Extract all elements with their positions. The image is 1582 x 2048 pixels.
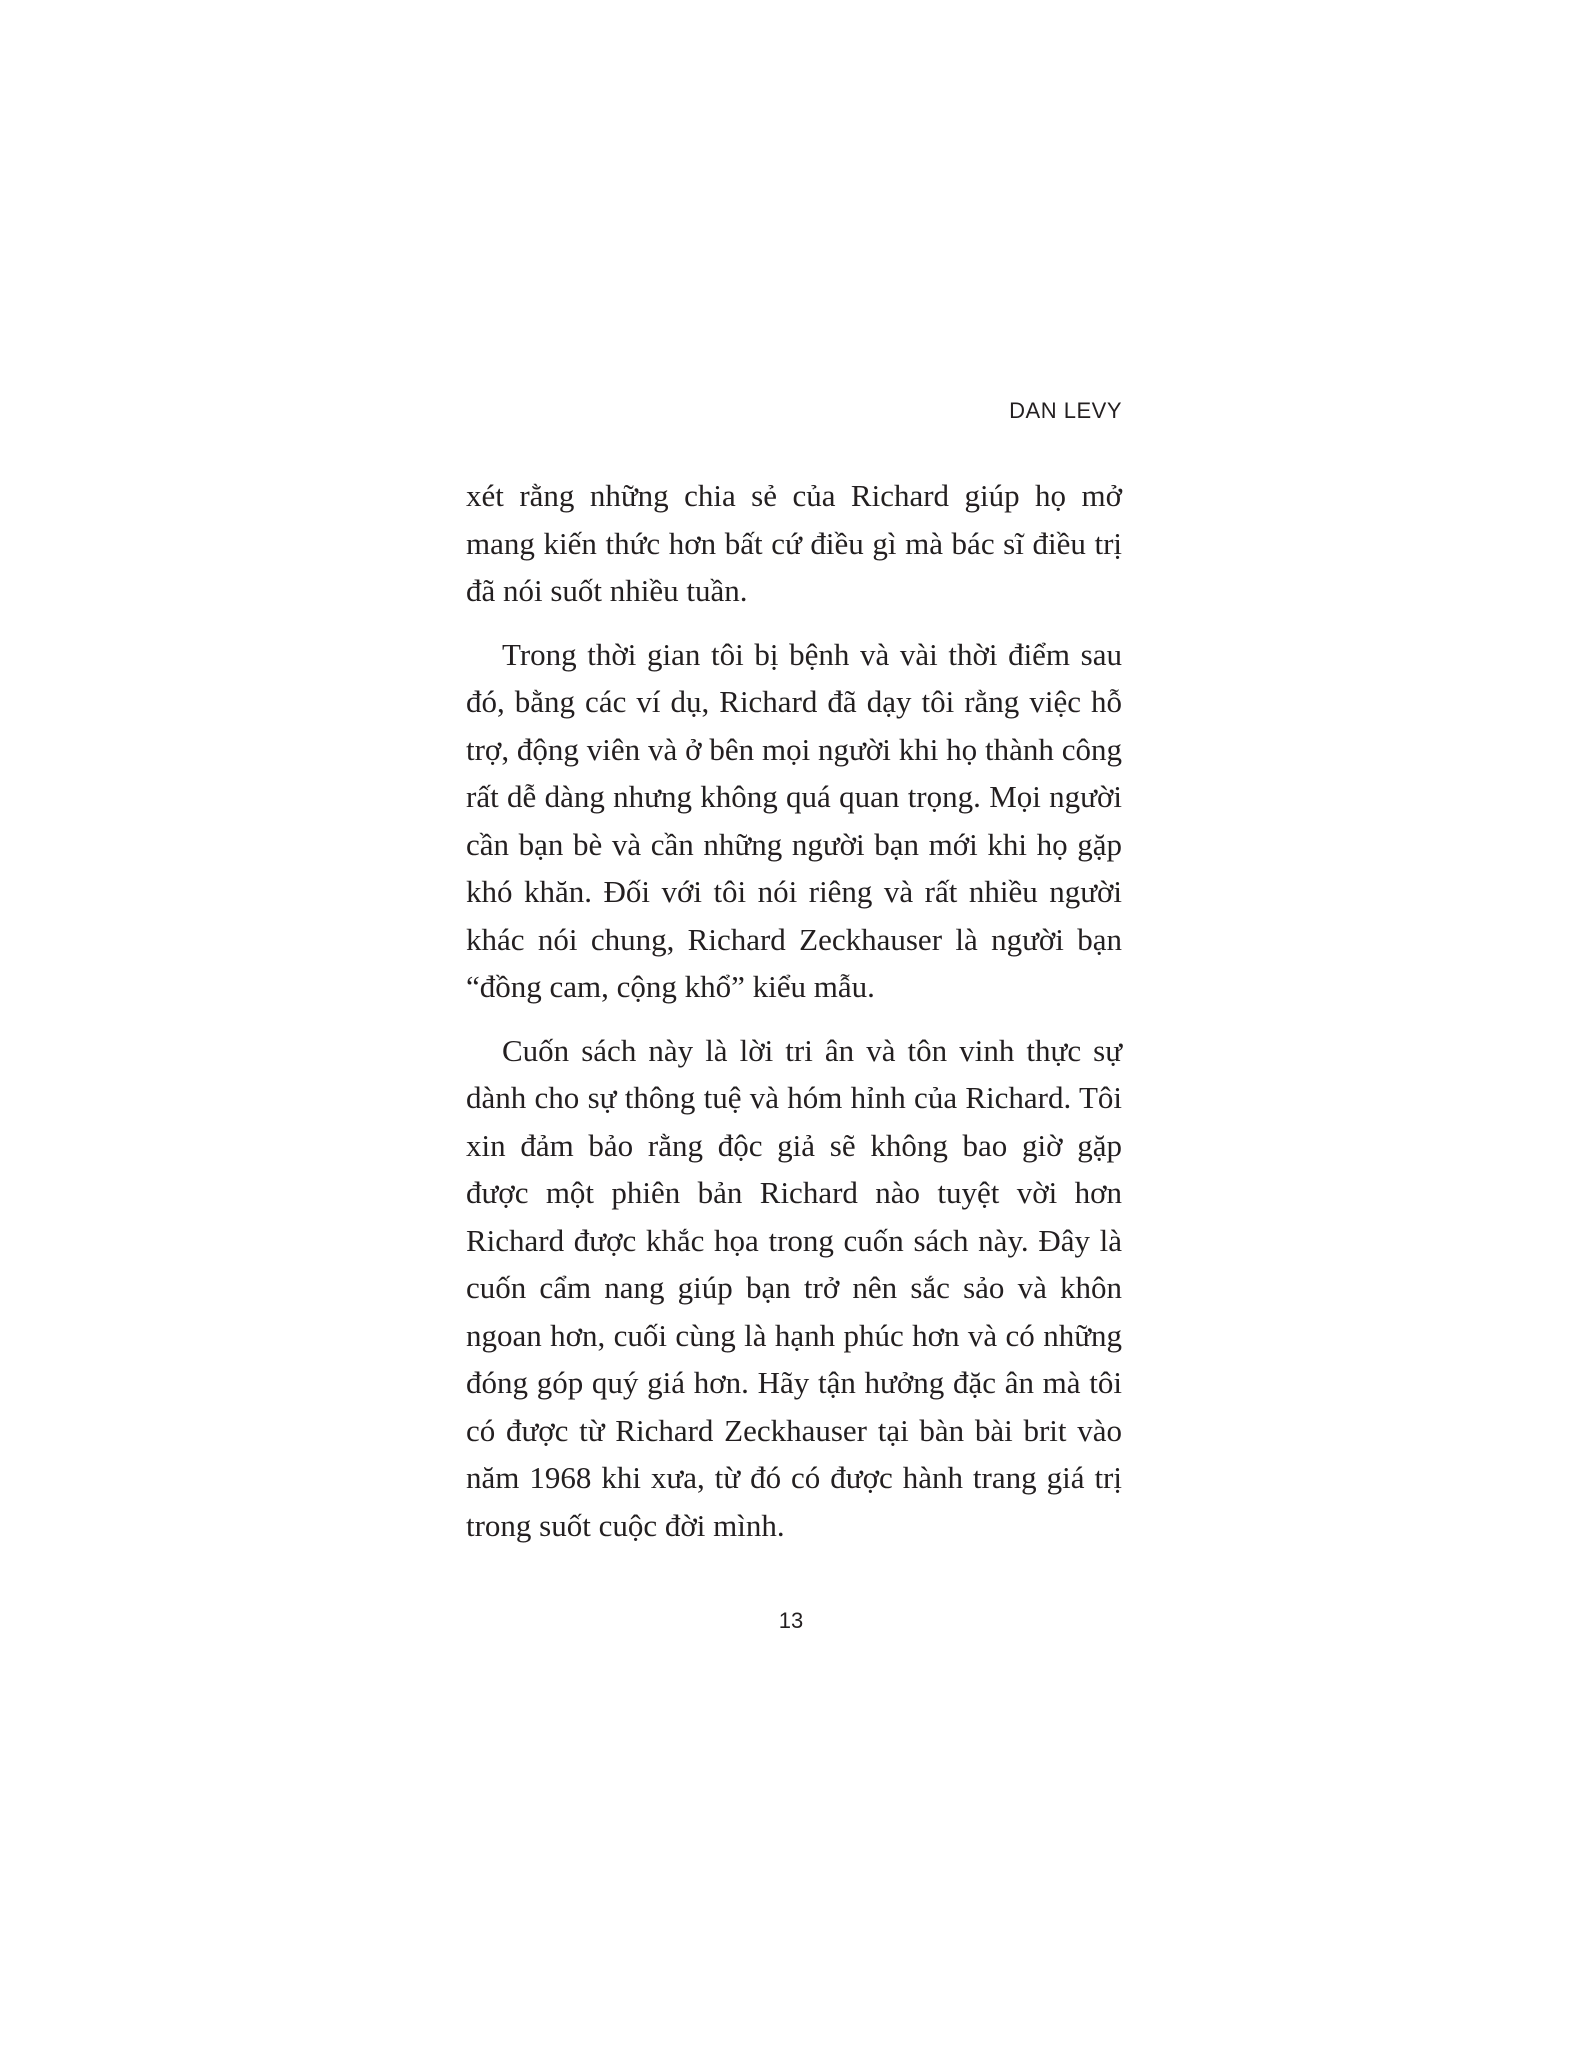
running-header: DAN LEVY	[1009, 398, 1122, 423]
page-number: 13	[778, 1608, 804, 1633]
paragraph: Trong thời gian tôi bị bệnh và vài thời điểm sau đó, bằng các ví dụ, Richard đã dạy tôi rằng việc hỗ trợ, động viên và ở bên mọi người khi họ thành công rất dễ dàng nhưng không quá quan trọng. Mọi người cần bạn bè và cần những người bạn mới khi họ gặp khó khăn. Đối với tôi nói riêng và rất nhiều người khác nói chung, Richard Zeckhauser là người bạn “đồng cam, cộng khổ” kiểu mẫu.	[466, 636, 1122, 1004]
paragraph: Cuốn sách này là lời tri ân và tôn vinh thực sự dành cho sự thông tuệ và hóm hỉnh của Richard. Tôi xin đảm bảo rằng độc giả sẽ không bao giờ gặp được một phiên bản Richard nào tuyệt vời hơn Richard được khắc họa trong cuốn sách này. Đây là cuốn cẩm nang giúp bạn trở nên sắc sảo và khôn ngoan hơn, cuối cùng là hạnh phúc hơn và có những đóng góp quý giá hơn. Hãy tận hưởng đặc ân mà tôi có được từ Richard Zeckhauser tại bàn bài brit vào năm 1968 khi xưa, từ đó có được hành trang giá trị trong suốt cuộc đời mình.	[466, 1032, 1122, 1543]
body-text	[466, 472, 1122, 1565]
paragraph-continuation: xét rằng những chia sẻ của Richard giúp họ mở mang kiến thức hơn bất cứ điều gì mà bác sĩ điều trị đã nói suốt nhiều tuần.	[466, 478, 1122, 608]
